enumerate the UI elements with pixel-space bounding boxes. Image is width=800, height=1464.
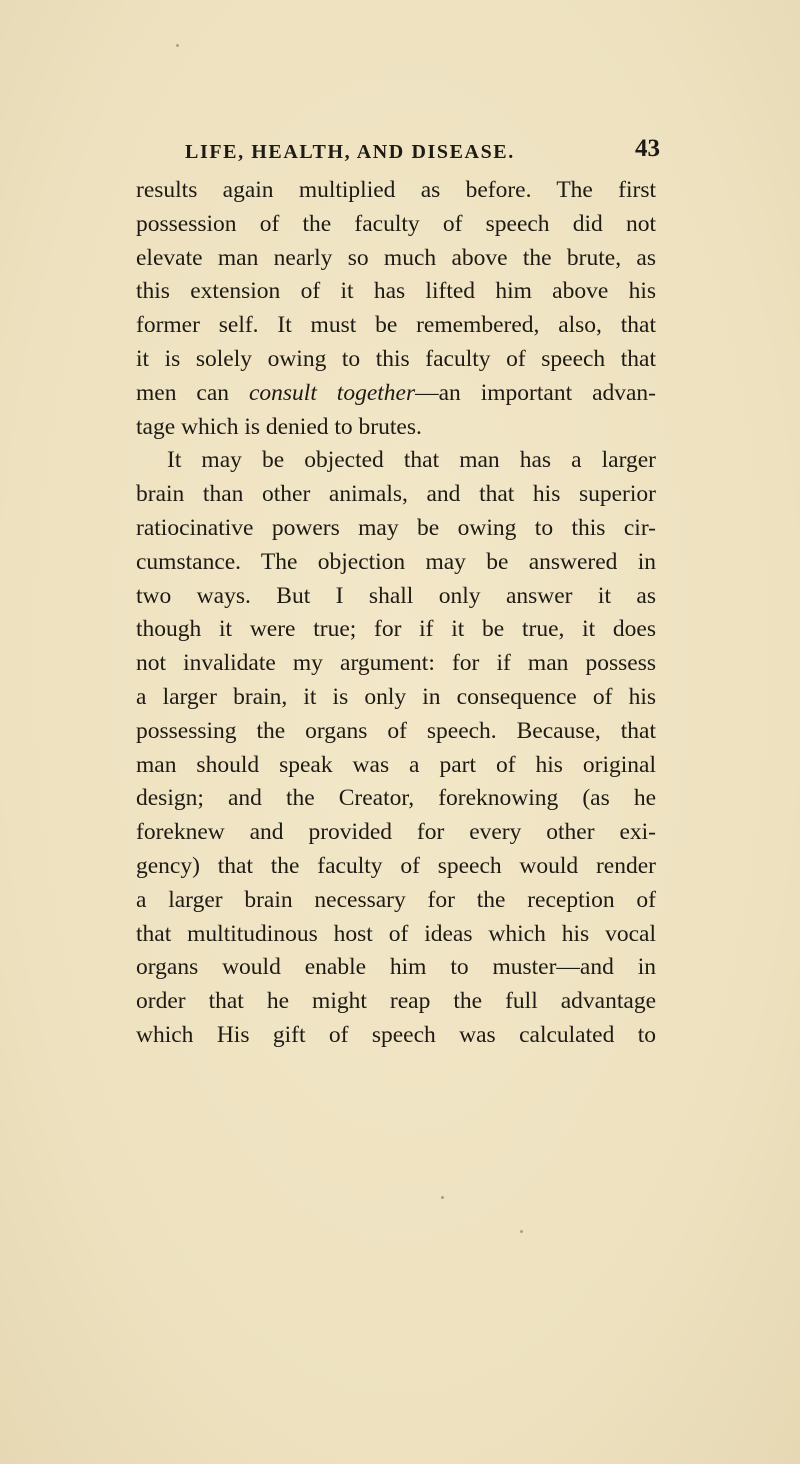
page-header (185, 135, 660, 171)
text-line: though it were true; for if it be true, it does (136, 616, 656, 643)
text-line: a larger brain, it is only in consequence of his (136, 683, 656, 710)
page-number: 43 (635, 135, 660, 162)
text-fragment: —an important advan- (415, 379, 657, 406)
italic-phrase: consult together (248, 379, 416, 406)
text-line-paragraph-end: tage which is denied to brutes. (136, 413, 422, 440)
text-line: that multitudinous host of ideas which his vocal (136, 920, 656, 947)
text-line: cumstance. The objection may be answered in (136, 548, 656, 575)
text-line: organs would enable him to muster—and in (136, 954, 656, 981)
text-line: ratiocinative powers may be owing to this cir- (136, 514, 656, 541)
text-line: man should speak was a part of his original (136, 751, 656, 778)
text-line: design; and the Creator, foreknowing (as he (136, 785, 656, 812)
paper-speck (520, 1230, 523, 1233)
text-line: not invalidate my argument: for if man possess (136, 650, 656, 677)
text-line: former self. It must be remembered, also, that (136, 312, 656, 339)
text-line: elevate man nearly so much above the brute, as (136, 244, 656, 271)
paper-speck (441, 1196, 444, 1199)
text-line: possession of the faculty of speech did not (136, 210, 656, 237)
text-fragment: men can (136, 379, 249, 406)
text-line: brain than other animals, and that his superior (136, 481, 656, 508)
text-line (136, 377, 656, 411)
text-line-paragraph-start: It may be objected that man has a larger (167, 447, 656, 474)
text-line: gency) that the faculty of speech would render (136, 852, 656, 879)
text-line: foreknew and provided for every other exi- (136, 819, 656, 846)
text-line: possessing the organs of speech. Because, that (136, 717, 656, 744)
text-line: order that he might reap the full advantage (136, 988, 656, 1015)
text-line: it is solely owing to this faculty of speech that (136, 345, 656, 372)
text-line: a larger brain necessary for the reception of (136, 886, 656, 913)
text-line: results again multiplied as before. The first (136, 177, 656, 203)
text-line: this extension of it has lifted him above his (136, 278, 656, 305)
paper-speck (176, 44, 179, 47)
body-text (136, 174, 656, 1053)
text-line: two ways. But I shall only answer it as (136, 582, 656, 609)
text-line: which His gift of speech was calculated to (136, 1021, 656, 1048)
running-title: LIFE, HEALTH, AND DISEASE. (185, 141, 515, 163)
